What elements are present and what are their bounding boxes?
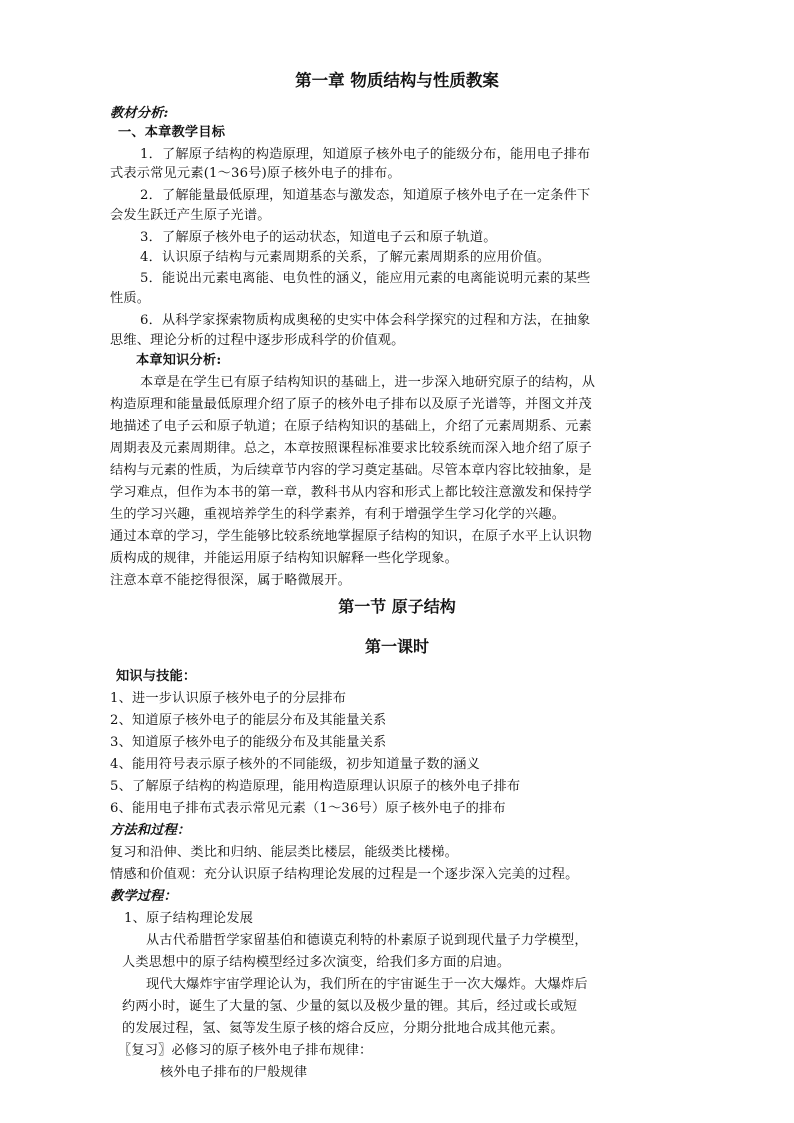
skill-item: 2、知道原子核外电子的能层分布及其能量关系 [110, 713, 387, 728]
note-line: 注意本章不能挖得很深，属于略微展开。 [110, 573, 351, 588]
goal-5-line-1: 5．能说出元素电离能、电负性的涵义，能应用元素的电离能说明元素的某些 [140, 271, 591, 286]
para1-line: 本章是在学生已有原子结构知识的基础上，进一步深入地研究原子的结构，从 [140, 375, 596, 390]
process-para2-line: 现代大爆炸宇宙学理论认为，我们所在的宇宙诞生于一次大爆炸。大爆炸后 [146, 977, 588, 992]
para1-line: 周期表及元素周期律。总之，本章按照课程标准要求比较系统而深入地介绍了原子 [110, 441, 592, 456]
method-heading: 方法和过程： [110, 823, 191, 838]
knowledge-heading: 本章知识分析: [136, 353, 222, 368]
goal-4: 4．认识原子结构与元素周期系的关系，了解元素周期系的应用价值。 [140, 250, 551, 265]
goal-1-line-2: 式表示常见元素(1～36号)原子核外电子的排布。 [110, 166, 401, 181]
goal-6-line-2: 思维、理论分析的过程中逐步形成科学的价值观。 [110, 333, 405, 348]
para1-line: 结构与元素的性质，为后续章节内容的学习奠定基础。尽管本章内容比较抽象，是 [110, 463, 592, 478]
process-item-1: 1、原子结构理论发展 [124, 911, 254, 926]
goal-3: 3．了解原子核外电子的运动状态，知道电子云和原子轨道。 [140, 230, 497, 245]
analysis-heading: 教材分析: [110, 106, 169, 121]
skill-item: 1、进一步认识原子核外电子的分层排布 [110, 691, 347, 706]
rule-line: 核外电子排布的尸般规律 [160, 1065, 308, 1080]
para1-line: 构造原理和能量最低原理介绍了原子的核外电子排布以及原子光谱等，并图文并茂 [110, 397, 592, 412]
goal-1-line-1: 1．了解原子结构的构造原理，知道原子核外电子的能级分布，能用电子排布 [140, 147, 591, 162]
para1-line: 学习难点，但作为本书的第一章，教科书从内容和形式上都比较注意激发和保持学 [110, 485, 592, 500]
skill-item: 5、了解原子结构的构造原理，能用构造原理认识原子的核外电子排布 [110, 779, 521, 794]
goal-6-line-1: 6．从科学家探索物质构成奥秘的史实中体会科学探究的过程和方法，在抽象 [140, 313, 591, 328]
process-para2-line: 约两小时，诞生了大量的氢、少量的氦以及极少量的锂。其后，经过或长或短 [122, 999, 578, 1014]
para2-line: 通过本章的学习，学生能够比较系统地掌握原子结构的知识，在原子水平上认识物 [110, 529, 592, 544]
process-para1-line: 人类思想中的原子结构模型经过多次演变，给我们多方面的启迪。 [122, 955, 511, 970]
skill-item: 4、能用符号表示原子核外的不同能级，初步知道量子数的涵义 [110, 757, 481, 772]
para1-line: 地描述了电子云和原子轨道；在原子结构知识的基础上，介绍了元素周期系、元素 [110, 419, 592, 434]
skills-heading: 知识与技能： [116, 669, 197, 684]
skill-item: 6、能用电子排布式表示常见元素（1～36号）原子核外电子的排布 [110, 801, 506, 816]
lesson-title: 第一课时 [364, 637, 429, 656]
goal-5-line-2: 性质。 [110, 291, 151, 306]
para2-line: 质构成的规律，并能运用原子结构知识解释一些化学现象。 [110, 551, 459, 566]
skill-item: 3、知道原子核外电子的能级分布及其能量关系 [110, 735, 387, 750]
goal-2-line-1: 2．了解能量最低原理，知道基态与激发态，知道原子核外电子在一定条件下 [140, 188, 591, 203]
para1-line: 生的学习兴趣，重视培养学生的科学素养，有利于增强学生学习化学的兴趣。 [110, 507, 566, 522]
process-para1-line: 从古代希腊哲学家留基伯和德谟克利特的朴素原子说到现代量子力学模型， [146, 933, 588, 948]
section-title: 第一节 原子结构 [338, 597, 456, 616]
emotion-text: 情感和价值观：充分认识原子结构理论发展的过程是一个逐步深入完美的过程。 [110, 867, 579, 882]
process-heading: 教学过程： [110, 889, 177, 904]
review-line: 〖复习〗必修习的原子核外电子排布规律： [118, 1043, 373, 1058]
goals-heading: 一、本章教学目标 [118, 125, 226, 140]
goal-2-line-2: 会发生跃迁产生原子光谱。 [110, 208, 271, 223]
process-para2-line: 的发展过程，氢、氦等发生原子核的熔合反应，分期分批地合成其他元素。 [122, 1021, 564, 1036]
method-text: 复习和沿伸、类比和归纳、能层类比楼层，能级类比楼梯。 [110, 845, 459, 860]
document-title: 第一章 物质结构与性质教案 [295, 71, 499, 90]
